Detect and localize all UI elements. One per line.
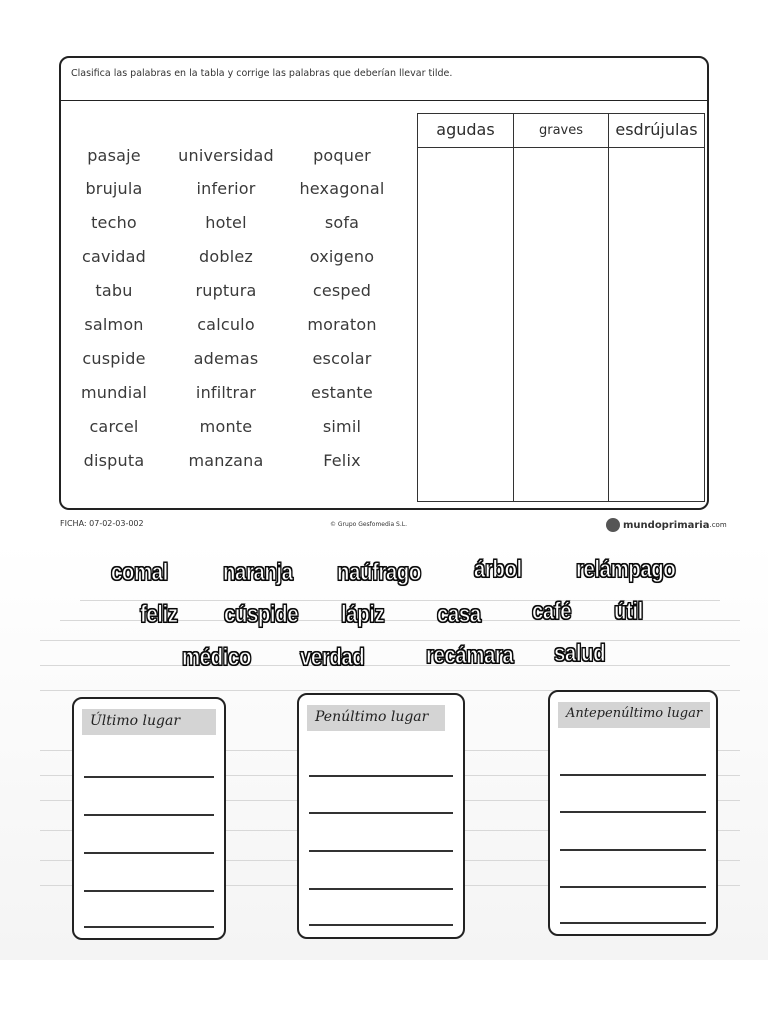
- bank-word: médico: [182, 644, 251, 671]
- word: doblez: [199, 247, 253, 266]
- writing-line[interactable]: [560, 886, 706, 888]
- word: universidad: [178, 146, 274, 165]
- writing-line[interactable]: [84, 890, 214, 892]
- writing-line[interactable]: [560, 922, 706, 924]
- word: hotel: [205, 213, 247, 232]
- classification-table: [417, 113, 705, 502]
- header-agudas: agudas: [418, 114, 513, 148]
- word: carcel: [89, 417, 139, 436]
- writing-line[interactable]: [560, 849, 706, 851]
- word: disputa: [83, 451, 145, 470]
- word: simil: [322, 417, 362, 436]
- word: brujula: [85, 179, 143, 198]
- writing-line[interactable]: [309, 888, 453, 890]
- word: calculo: [197, 315, 255, 334]
- column-esdrujulas[interactable]: [609, 114, 704, 501]
- brand-suffix: .com: [709, 521, 727, 529]
- writing-line[interactable]: [560, 811, 706, 813]
- box-title: Antepenúltimo lugar: [558, 702, 710, 728]
- word: ademas: [193, 349, 259, 368]
- box-ultimo-lugar: [72, 697, 226, 940]
- word: salmon: [84, 315, 144, 334]
- writing-line[interactable]: [309, 850, 453, 852]
- word: cesped: [312, 281, 372, 300]
- bank-word: feliz: [140, 601, 178, 628]
- bank-word: verdad: [300, 644, 365, 671]
- writing-line[interactable]: [309, 924, 453, 926]
- box-penultimo-lugar: [297, 693, 465, 939]
- ficha-code: FICHA: 07-02-03-002: [60, 519, 144, 528]
- writing-line[interactable]: [84, 852, 214, 854]
- bank-word: relámpago: [576, 556, 676, 583]
- word: mundial: [80, 383, 148, 402]
- bank-word: árbol: [474, 556, 522, 583]
- brand-name: mundoprimaria: [623, 519, 710, 531]
- brand[interactable]: [606, 517, 727, 533]
- writing-line[interactable]: [309, 812, 453, 814]
- word: sofa: [324, 213, 360, 232]
- word: poquer: [313, 146, 371, 165]
- header-graves: graves: [514, 114, 608, 148]
- instruction-text: Clasifica las palabras en la tabla y corrige las palabras que deberían llevar tilde.: [61, 58, 707, 101]
- writing-line[interactable]: [309, 775, 453, 777]
- copyright: © Grupo Gesfomedia S.L.: [330, 521, 408, 528]
- column-agudas[interactable]: [418, 114, 514, 501]
- bank-word: casa: [437, 601, 481, 628]
- bank-word: cúspide: [224, 601, 299, 628]
- bank-word: comal: [111, 559, 168, 586]
- word: Felix: [323, 451, 361, 470]
- word: manzana: [188, 451, 264, 470]
- bank-word: naúfrago: [337, 559, 421, 586]
- word: techo: [91, 213, 137, 232]
- word: estante: [311, 383, 373, 402]
- mundoprimaria-logo-icon: [606, 518, 620, 532]
- word: escolar: [312, 349, 372, 368]
- writing-line[interactable]: [84, 926, 214, 928]
- word: hexagonal: [299, 179, 385, 198]
- word: tabu: [95, 281, 133, 300]
- box-antepenultimo-lugar: [548, 690, 718, 936]
- word: pasaje: [87, 146, 141, 165]
- word: infiltrar: [195, 383, 257, 402]
- column-graves[interactable]: [514, 114, 609, 501]
- word: moraton: [307, 315, 377, 334]
- word: cuspide: [82, 349, 146, 368]
- bank-word: salud: [554, 640, 606, 667]
- bank-word: café: [532, 598, 572, 625]
- word: monte: [199, 417, 253, 436]
- header-esdrujulas: esdrújulas: [609, 114, 704, 148]
- word: ruptura: [195, 281, 257, 300]
- worksheet-card: [59, 56, 709, 510]
- writing-line[interactable]: [560, 774, 706, 776]
- word: cavidad: [81, 247, 147, 266]
- word: oxigeno: [309, 247, 375, 266]
- bank-word: lápiz: [341, 601, 385, 628]
- word: inferior: [196, 179, 256, 198]
- box-title: Último lugar: [82, 709, 216, 735]
- writing-line[interactable]: [84, 814, 214, 816]
- writing-line[interactable]: [84, 776, 214, 778]
- bank-word: útil: [614, 598, 643, 625]
- bank-word: recámara: [426, 642, 514, 669]
- bank-word: naranja: [223, 559, 293, 586]
- box-title: Penúltimo lugar: [307, 705, 445, 731]
